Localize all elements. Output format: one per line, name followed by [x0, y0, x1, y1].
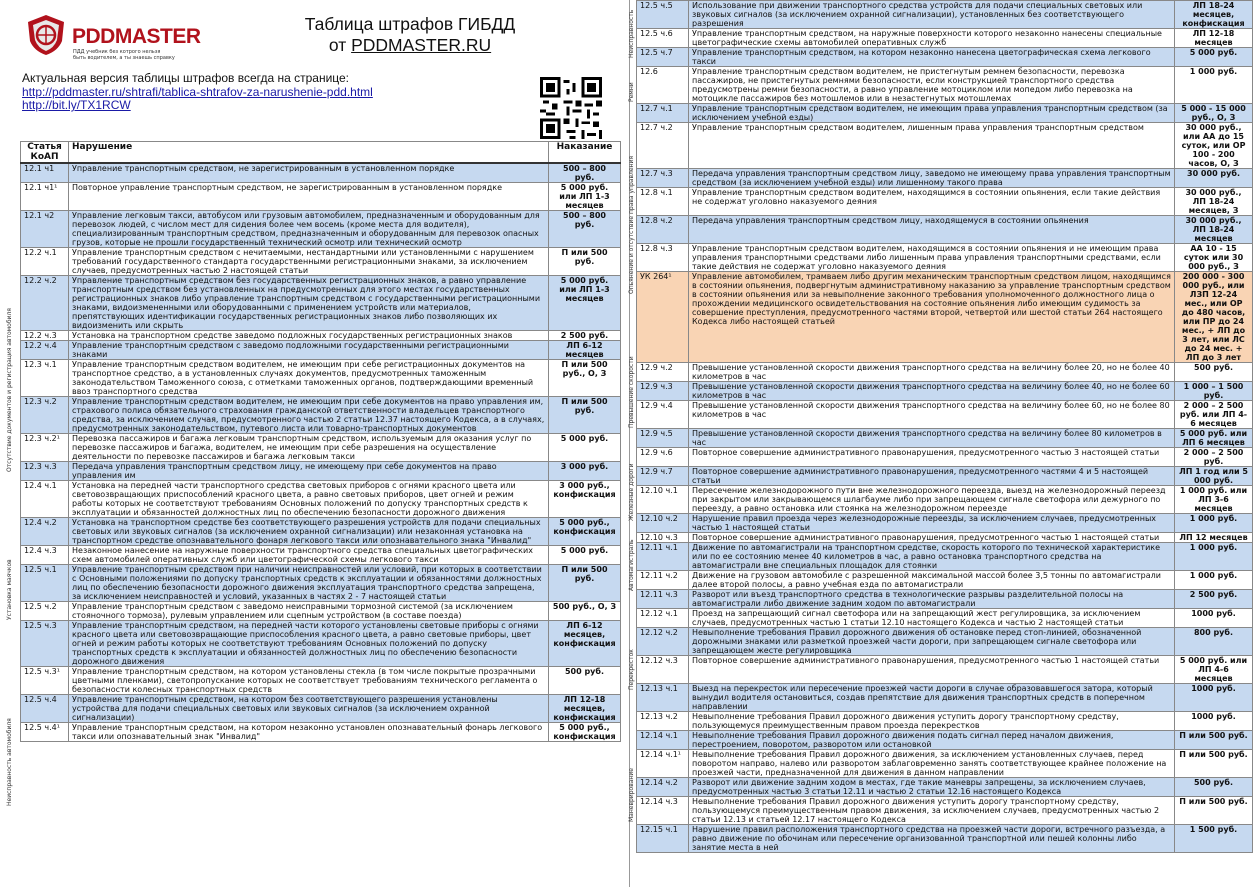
- violation-cell: Управление транспортным средством водителем, не пристегнутым ремнем безопасности, перевозка пассажиров, не пристегнутых ремнями безопасности, если конструкцией транспортного средства предусмотрены ремни безопасности, а равно управление мотоциклом или мопедом либо перевозка на мотоцикле пассажиров без мотошлемов или в незастегнутых мотошлемах: [689, 67, 1175, 104]
- table-row: [21, 331, 621, 341]
- table-row: [637, 571, 1253, 590]
- table-row: [637, 1, 1253, 29]
- penalty-cell: 5 000 руб. или ЛП 1-3 месяцев: [549, 276, 621, 331]
- table-row: [637, 778, 1253, 797]
- article-cell: 12.5 ч.4¹: [21, 723, 69, 742]
- violation-cell: Повторное управление транспортным средством, не зарегистрированным в установленном порядке: [69, 183, 549, 211]
- violation-cell: Установка на передней части транспортного средства световых приборов с огнями красного цвета или световозвращающих приспособлений красного цвета, а равно световых приборов, цвет огней и режим работы которых не соответствуют требованиям Основных положений по допуску транспортных средств к эксплуатации и обязанностей должностных лиц по обеспечению безопасности дорожного движения: [69, 481, 549, 518]
- violation-cell: Повторное совершение административного правонарушения, предусмотренного частью 1 настоящей статьи: [689, 656, 1175, 684]
- article-cell: 12.14 ч.1: [637, 731, 689, 750]
- article-cell: 12.5 ч.3¹: [21, 667, 69, 695]
- violation-cell: Управление транспортным средством водителем, не имеющим права управления транспортным средством (за исключением учебной езды): [689, 104, 1175, 123]
- penalty-cell: 5 000 руб.: [549, 546, 621, 565]
- table-row: [637, 104, 1253, 123]
- penalty-cell: ЛП 6-12 месяцев: [549, 341, 621, 360]
- violation-cell: Передача управления транспортным средством лицу, находящемуся в состоянии опьянения: [689, 216, 1175, 244]
- table-row: [637, 429, 1253, 448]
- section-label-beacons: Установка маячков: [6, 559, 13, 621]
- penalty-cell: 2 000 – 2 500 руб.: [1175, 448, 1253, 467]
- penalty-cell: 30 000 руб.: [1175, 169, 1253, 188]
- violation-cell: Управление транспортным средством водителем, не имеющим при себе документов на право управления им, страхового полиса обязательного страхования гражданской ответственности владельцев транспортного средства, за исключением случая, предусмотренного частью 2 статьи 12.37 настоящего Кодекса, а в случаях, предусмотренных законодательством, путевого листа или товарно-транспортных документов: [69, 397, 549, 434]
- section-label-r-crossroad: Перекресток: [628, 649, 635, 691]
- penalty-cell: 1000 руб.: [1175, 712, 1253, 731]
- article-cell: 12.4 ч.3: [21, 546, 69, 565]
- shield-icon: [24, 13, 68, 57]
- penalty-cell: 3 000 руб., конфискация: [549, 481, 621, 518]
- violation-cell: Управление транспортным средством, на котором незаконно нанесена цветографическая схема легкового такси: [689, 48, 1175, 67]
- section-label-r-rail: Железные дороги: [628, 463, 635, 522]
- table-row: [637, 731, 1253, 750]
- penalty-cell: 5 000 руб., конфискация: [549, 518, 621, 546]
- right-page: [630, 0, 1255, 887]
- violation-cell: Превышение установленной скорости движения транспортного средства на величину более 80 километров в час: [689, 429, 1175, 448]
- violation-cell: Установка на транспортном средстве заведомо подложных государственных регистрационных знаков: [69, 331, 549, 341]
- title-prefix: от: [328, 35, 347, 55]
- article-cell: 12.9 ч.5: [637, 429, 689, 448]
- violation-cell: Превышение установленной скорости движения транспортного средства на величину более 20, но не более 40 километров в час: [689, 363, 1175, 382]
- article-cell: 12.2 ч.1: [21, 248, 69, 276]
- article-cell: 12.10 ч.3: [637, 533, 689, 543]
- penalty-cell: 5 000 руб. или ЛП 1-3 месяцев: [549, 183, 621, 211]
- table-row: [637, 29, 1253, 48]
- violation-cell: Управление транспортным средством водителем, не имеющим при себе регистрационных документов на транспортное средство, а в установленных случаях документов, предусмотренных таможенным законодательством Таможенного союза, с отметками таможенных органов, подтверждающими временный ввоз транспортного средства: [69, 360, 549, 397]
- penalty-cell: 1 000 руб.: [1175, 514, 1253, 533]
- intro-block: [22, 72, 373, 113]
- col-article-header: Статья КоАП: [21, 142, 69, 164]
- intro-text: Актуальная версия таблицы штрафов всегда на странице:: [22, 71, 350, 85]
- penalty-cell: 5 000 руб. или ЛП 4-6 месяцев: [1175, 656, 1253, 684]
- section-label-r-highway: Автомагистраль: [628, 539, 635, 591]
- brand-tagline: ПДД учебник без котрого нельзя быть водителем, а ты знаешь справку: [73, 49, 175, 61]
- table-row: [637, 448, 1253, 467]
- article-cell: 12.15 ч.1: [637, 825, 689, 853]
- penalty-cell: П или 500 руб.: [549, 397, 621, 434]
- penalty-cell: 500 руб.: [1175, 778, 1253, 797]
- violation-cell: Управление автомобилем, трамваем либо другим механическим транспортным средством лицом, находящимся в состоянии опьянения, подвергнутым административному наказанию за управление транспортным средством в состоянии опьянения или за невыполнение законного требования уполномоченного должностного лица о прохождении медицинского освидетельствования на состояние опьянения либо имеющим судимость за совершение преступления, предусмотренного частями второй, четвертой или шестой статьи 264 настоящего Кодекса либо настоящей статьей: [689, 272, 1175, 363]
- table-row: [637, 684, 1253, 712]
- violation-cell: Управление транспортным средством при наличии неисправностей или условий, при которых в соответствии с Основными положениями по допуску транспортных средств к эксплуатации и обязанностями должностных лиц по обеспечению безопасности дорожного движения эксплуатация транспортного средства запрещена, за исключением неисправностей и условий, указанных в частях 2 - 7 настоящей статьи: [69, 565, 549, 602]
- article-cell: 12.2 ч.3: [21, 331, 69, 341]
- table-row: [637, 609, 1253, 628]
- article-cell: 12.5 ч.4: [21, 695, 69, 723]
- violation-cell: Незаконное нанесение на наружные поверхности транспортного средства специальных цветографических схем автомобилей оперативных служб или цветографической схемы легкового такси: [69, 546, 549, 565]
- article-cell: 12.14 ч.2: [637, 778, 689, 797]
- violation-cell: Управление транспортным средством, не зарегистрированным в установленном порядке: [69, 163, 549, 183]
- left-page: [0, 0, 625, 887]
- title-line1: Таблица штрафов ГИБДД: [304, 14, 516, 34]
- article-cell: 12.3 ч.1: [21, 360, 69, 397]
- violation-cell: Движение на грузовом автомобиле с разрешенной максимальной массой более 3,5 тонны по автомагистрали далее второй полосы, а равно учебная езда по автомагистрали: [689, 571, 1175, 590]
- article-cell: 12.7 ч.2: [637, 123, 689, 169]
- table-row: [637, 533, 1253, 543]
- article-cell: 12.6: [637, 67, 689, 104]
- violation-cell: Управление транспортным средством с нечитаемыми, нестандартными или установленными с нарушением требований государственного стандарта государственными регистрационными знаками, за исключением случаев, предусмотренных частью 2 настоящей статьи: [69, 248, 549, 276]
- table-row: [21, 602, 621, 621]
- table-row: [21, 518, 621, 546]
- section-label-r-belts: Ремни: [628, 82, 635, 102]
- table-row: [637, 543, 1253, 571]
- article-cell: 12.12 ч.2: [637, 628, 689, 656]
- article-cell: 12.4 ч.2: [21, 518, 69, 546]
- table-row: [21, 163, 621, 183]
- table-row: [637, 48, 1253, 67]
- article-cell: 12.9 ч.6: [637, 448, 689, 467]
- table-row: [637, 590, 1253, 609]
- violation-cell: Управление транспортным средством водителем, находящимся в состоянии опьянения и не имеющим права управления транспортными средствами либо лишенным права управления транспортными средствами, если такие действия не содержат уголовно наказуемого деяния: [689, 244, 1175, 272]
- violation-cell: Превышение установленной скорости движения транспортного средства на величину более 40, но не более 60 километров в час: [689, 382, 1175, 401]
- table-row: [21, 360, 621, 397]
- violation-cell: Управление транспортным средством без государственных регистрационных знаков, а равно управление транспортным средством без установленных на предусмотренных для этого местах государственных регистрационных знаков либо управление транспортным средством с государственными регистрационными знаками, видоизмененными или оборудованными с применением устройств или материалов, препятствующих идентификации государственных регистрационных знаков либо позволяющих их видоизменить или скрыть: [69, 276, 549, 331]
- penalty-cell: П или 500 руб., О, З: [549, 360, 621, 397]
- col-penalty-header: Наказание: [549, 142, 621, 164]
- article-cell: 12.11 ч.2: [637, 571, 689, 590]
- violation-cell: Управление транспортным средством, на передней части которого установлены световые приборы с огнями красного цвета или световозвращающие приспособления красного цвета, а равно световые приборы, цвет огней и режим работы которых не соответствуют требованиям Основных положений по допуску транспортных средств к эксплуатации и обязанностей должностных лиц по обеспечению безопасности дорожного движения: [69, 621, 549, 667]
- violation-cell: Невыполнение требования Правил дорожного движения уступить дорогу транспортному средству, пользующемуся преимущественным правом проезда перекрестков: [689, 712, 1175, 731]
- article-cell: 12.11 ч.3: [637, 590, 689, 609]
- article-cell: 12.12 ч.1: [637, 609, 689, 628]
- table-row: [21, 621, 621, 667]
- violation-cell: Управление транспортным средством, на наружные поверхности которого незаконно нанесены специальные цветографические схемы автомобилей оперативных служб: [689, 29, 1175, 48]
- article-cell: 12.12 ч.3: [637, 656, 689, 684]
- fines-table-right-body: [637, 1, 1253, 853]
- penalty-cell: П или 500 руб.: [549, 565, 621, 602]
- penalty-cell: ЛП 12-18 месяцев: [1175, 29, 1253, 48]
- violation-cell: Управление транспортным средством, на котором незаконно установлен опознавательный фонарь легкового такси или опознавательный знак "Инвалид": [69, 723, 549, 742]
- violation-cell: Разворот или въезд транспортного средства в технологические разрывы разделительной полосы на автомагистрали либо движение задним ходом по автомагистрали: [689, 590, 1175, 609]
- penalty-cell: 5 000 руб.: [1175, 48, 1253, 67]
- penalty-cell: П или 500 руб.: [549, 248, 621, 276]
- table-row: [637, 382, 1253, 401]
- table-row: [21, 183, 621, 211]
- table-row: [637, 467, 1253, 486]
- article-cell: 12.9 ч.4: [637, 401, 689, 429]
- penalty-cell: 1 000 руб. или ЛП 3-6 месяцев: [1175, 486, 1253, 514]
- table-row: [637, 123, 1253, 169]
- section-label-r-maneuver: Маневрирование: [628, 768, 635, 822]
- penalty-cell: 2 500 руб.: [549, 331, 621, 341]
- penalty-cell: 1 000 руб.: [1175, 543, 1253, 571]
- fines-table-right: [636, 0, 1253, 853]
- penalty-cell: 5 000 руб. или ЛП 6 месяцев: [1175, 429, 1253, 448]
- penalty-cell: 30 000 руб., ЛП 18-24 месяцев: [1175, 216, 1253, 244]
- table-row: [21, 667, 621, 695]
- table-row: [637, 363, 1253, 382]
- article-cell: 12.5 ч.5: [637, 1, 689, 29]
- penalty-cell: 800 руб.: [1175, 628, 1253, 656]
- fines-table-left-body: [21, 163, 621, 742]
- table-row: [21, 723, 621, 742]
- table-row: [21, 481, 621, 518]
- table-row: [637, 825, 1253, 853]
- table-row: [637, 188, 1253, 216]
- penalty-cell: П или 500 руб.: [1175, 731, 1253, 750]
- article-cell: 12.1 ч2: [21, 211, 69, 248]
- penalty-cell: ЛП 1 год или 5 000 руб.: [1175, 467, 1253, 486]
- table-row: [637, 401, 1253, 429]
- violation-cell: Разворот или движение задним ходом в местах, где такие маневры запрещены, за исключением случаев, предусмотренных частью 3 статьи 12.11 и частью 2 статьи 12.16 настоящего Кодекса: [689, 778, 1175, 797]
- table-row: [637, 486, 1253, 514]
- article-cell: 12.1 ч1: [21, 163, 69, 183]
- table-row: [637, 272, 1253, 363]
- penalty-cell: ЛП 12 месяцев: [1175, 533, 1253, 543]
- table-row: [21, 341, 621, 360]
- qr-code-icon[interactable]: [540, 77, 602, 139]
- table-row: [637, 216, 1253, 244]
- violation-cell: Пересечение железнодорожного пути вне железнодорожного переезда, выезд на железнодорожный переезд при закрытом или закрывающемся шлагбауме либо при запрещающем сигнале светофора или дежурного по переезду, а равно остановка или стоянка на железнодорожном переезде: [689, 486, 1175, 514]
- violation-cell: Управление транспортным средством, на котором без соответствующего разрешения установлены устройства для подачи специальных световых или звуковых сигналов (за исключением охранной сигнализации): [69, 695, 549, 723]
- penalty-cell: ЛП 12-18 месяцев, конфискация: [549, 695, 621, 723]
- article-cell: 12.10 ч.1: [637, 486, 689, 514]
- penalty-cell: ЛП 18-24 месяцев, конфискация: [1175, 1, 1253, 29]
- penalty-cell: 5 000 руб., конфискация: [549, 723, 621, 742]
- article-cell: 12.5 ч.6: [637, 29, 689, 48]
- violation-cell: Повторное совершение административного правонарушения, предусмотренного частью 1 настоящей статьи: [689, 533, 1175, 543]
- intro-link-full[interactable]: http://pddmaster.ru/shtrafi/tablica-shtrafov-za-narushenie-pdd.html: [22, 84, 373, 99]
- violation-cell: Невыполнение требования Правил дорожного движения уступить дорогу транспортному средству, пользующемуся преимущественным правом движения, за исключением случаев, предусмотренных частью 2 статьи 12.13 и статьей 12.17 настоящего Кодекса: [689, 797, 1175, 825]
- section-label-r-malfunction: Неисправность: [628, 9, 635, 59]
- violation-cell: Перевозка пассажиров и багажа легковым транспортным средством, используемым для оказания услуг по перевозке пассажиров и багажа, водителем, не имеющим при себе разрешения на осуществление деятельности по перевозке пассажиров и багажа легковым такси: [69, 434, 549, 462]
- table-row: [21, 546, 621, 565]
- penalty-cell: АА 10 - 15 суток или 30 000 руб., З: [1175, 244, 1253, 272]
- brand-logo[interactable]: [24, 13, 201, 63]
- table-row: [637, 169, 1253, 188]
- violation-cell: Нарушение правил проезда через железнодорожные переезды, за исключением случаев, предусмотренных частью 1 настоящей статьи: [689, 514, 1175, 533]
- violation-cell: Управление транспортным средством с заведомо неисправными тормозной системой (за исключением стояночного тормоза), рулевым управлением или сцепным устройством (в составе поезда): [69, 602, 549, 621]
- violation-cell: Невыполнение требования Правил дорожного движения подать сигнал перед началом движения, перестроением, поворотом, разворотом или остановкой: [689, 731, 1175, 750]
- table-row: [637, 712, 1253, 731]
- table-row: [637, 656, 1253, 684]
- penalty-cell: 200 000 - 300 000 руб., или ЛЗП 12-24 мес., или ОР до 480 часов, или ПР до 24 мес., + ЛП до 3 лет, или ЛС до 24 мес. + ЛП до 3 лет: [1175, 272, 1253, 363]
- table-row: [637, 514, 1253, 533]
- article-cell: 12.1 ч1¹: [21, 183, 69, 211]
- brand-name: PDDMASTER: [72, 25, 201, 48]
- article-cell: 12.13 ч.2: [637, 712, 689, 731]
- violation-cell: Передача управления транспортным средством лицу, не имеющему при себе документов на право управления им: [69, 462, 549, 481]
- penalty-cell: ЛП 6-12 месяцев, конфискация: [549, 621, 621, 667]
- article-cell: 12.9 ч.7: [637, 467, 689, 486]
- section-label-r-drunk: Опьянение и отсутствие права управления: [628, 156, 635, 294]
- article-cell: 12.3 ч.3: [21, 462, 69, 481]
- table-row: [21, 276, 621, 331]
- article-cell: 12.11 ч.1: [637, 543, 689, 571]
- table-row: [21, 462, 621, 481]
- penalty-cell: 500 руб., О, З: [549, 602, 621, 621]
- article-cell: 12.5 ч.7: [637, 48, 689, 67]
- fines-table-left: [20, 141, 621, 742]
- article-cell: 12.3 ч.2¹: [21, 434, 69, 462]
- penalty-cell: 500 руб.: [549, 667, 621, 695]
- intro-link-short[interactable]: http://bit.ly/TX1RCW: [22, 98, 131, 112]
- violation-cell: Управление легковым такси, автобусом или грузовым автомобилем, предназначенным и оборудованным для перевозок людей, с числом мест для сидения более чем восемь (кроме места для водителя), специализированным транспортным средством, предназначенным и оборудованным для перевозок опасных грузов, которые не прошли государственный технический осмотр или технический осмотр: [69, 211, 549, 248]
- penalty-cell: П или 500 руб.: [1175, 750, 1253, 778]
- violation-cell: Управление транспортным средством с заведомо подложными государственными регистрационными знаками: [69, 341, 549, 360]
- penalty-cell: 500 – 800 руб.: [549, 211, 621, 248]
- penalty-cell: 1 000 – 1 500 руб.: [1175, 382, 1253, 401]
- table-row: [21, 211, 621, 248]
- violation-cell: Установка на транспортном средстве без соответствующего разрешения устройств для подачи специальных световых или звуковых сигналов (за исключением охранной сигнализации) или незаконная установка на транспортном средстве опознавательного фонаря легкового такси или опознавательного знака "Инвалид": [69, 518, 549, 546]
- title-site-link[interactable]: PDDMASTER.RU: [351, 35, 492, 55]
- section-label-documents: Отсутствие документов и регистрация автомобиля: [6, 308, 13, 472]
- penalty-cell: П или 500 руб.: [1175, 797, 1253, 825]
- penalty-cell: 1000 руб.: [1175, 684, 1253, 712]
- penalty-cell: 1 000 руб.: [1175, 67, 1253, 104]
- violation-cell: Превышение установленной скорости движения транспортного средства на величину более 60, но не более 80 километров в час: [689, 401, 1175, 429]
- article-cell: 12.4 ч.1: [21, 481, 69, 518]
- penalty-cell: 5 000 - 15 000 руб., О, З: [1175, 104, 1253, 123]
- article-cell: 12.8 ч.2: [637, 216, 689, 244]
- article-cell: 12.14 ч.3: [637, 797, 689, 825]
- article-cell: 12.2 ч.2: [21, 276, 69, 331]
- article-cell: 12.7 ч.1: [637, 104, 689, 123]
- page-title: [290, 14, 530, 56]
- penalty-cell: 1 000 руб.: [1175, 571, 1253, 590]
- table-row: [637, 750, 1253, 778]
- article-cell: 12.5 ч.2: [21, 602, 69, 621]
- violation-cell: Нарушение правил расположения транспортного средства на проезжей части дороги, встречного разъезда, а равно движение по обочинам или пересечение организованной транспортной или пешей колонны либо занятие места в ней: [689, 825, 1175, 853]
- violation-cell: Передача управления транспортным средством лицу, заведомо не имеющему права управления транспортным средством (за исключением учебной езды) или лишенному такого права: [689, 169, 1175, 188]
- violation-cell: Повторное совершение административного правонарушения, предусмотренного частями 4 и 5 настоящей статьи: [689, 467, 1175, 486]
- table-row: [637, 244, 1253, 272]
- violation-cell: Управление транспортным средством водителем, находящимся в состоянии опьянения, если такие действия не содержат уголовно наказуемого деяния: [689, 188, 1175, 216]
- article-cell: 12.3 ч.2: [21, 397, 69, 434]
- violation-cell: Невыполнение требования Правил дорожного движения об остановке перед стоп-линией, обозначенной дорожными знаками или разметкой проезжей части дороги, при запрещающем сигнале светофора или запрещающем жесте регулировщика: [689, 628, 1175, 656]
- article-cell: 12.9 ч.2: [637, 363, 689, 382]
- penalty-cell: 30 000 руб., или АА до 15 суток, или ОР 100 - 200 часов, О, З: [1175, 123, 1253, 169]
- section-label-r-speed: Превышение скорости: [628, 356, 635, 429]
- article-cell: 12.9 ч.3: [637, 382, 689, 401]
- article-cell: 12.10 ч.2: [637, 514, 689, 533]
- penalty-cell: 2 500 руб.: [1175, 590, 1253, 609]
- violation-cell: Повторное совершение административного правонарушения, предусмотренного частью 3 настоящей статьи: [689, 448, 1175, 467]
- table-header-row: [21, 142, 621, 164]
- table-row: [21, 434, 621, 462]
- article-cell: 12.5 ч.1: [21, 565, 69, 602]
- article-cell: 12.5 ч.3: [21, 621, 69, 667]
- penalty-cell: 2 000 – 2 500 руб. или ЛП 4-6 месяцев: [1175, 401, 1253, 429]
- article-cell: 12.8 ч.3: [637, 244, 689, 272]
- section-label-malfunction: Неисправность автомобиля: [6, 718, 13, 807]
- table-row: [637, 67, 1253, 104]
- penalty-cell: 500 – 800 руб.: [549, 163, 621, 183]
- col-violation-header: Нарушение: [69, 142, 549, 164]
- penalty-cell: 1000 руб.: [1175, 609, 1253, 628]
- table-row: [21, 248, 621, 276]
- article-cell: 12.8 ч.1: [637, 188, 689, 216]
- violation-cell: Управление транспортным средством водителем, лишенным права управления транспортным средством: [689, 123, 1175, 169]
- table-row: [21, 397, 621, 434]
- violation-cell: Выезд на перекресток или пересечение проезжей части дороги в случае образовавшегося затора, который вынудил водителя остановиться, создав препятствие для движения транспортных средств в поперечном направлении: [689, 684, 1175, 712]
- penalty-cell: 1 500 руб.: [1175, 825, 1253, 853]
- article-cell: 12.7 ч.3: [637, 169, 689, 188]
- violation-cell: Управление транспортным средством, на котором установлены стекла (в том числе покрытые прозрачными цветными пленками), светопропускание которых не соответствует требованиям технического регламента о безопасности колесных транспортных средств: [69, 667, 549, 695]
- violation-cell: Проезд на запрещающий сигнал светофора или на запрещающий жест регулировщика, за исключением случаев, предусмотренных частью 1 статьи 12.10 настоящего Кодекса и частью 2 настоящей статьи: [689, 609, 1175, 628]
- penalty-cell: 30 000 руб., ЛП 18-24 месяцев, З: [1175, 188, 1253, 216]
- penalty-cell: 3 000 руб.: [549, 462, 621, 481]
- table-row: [21, 565, 621, 602]
- violation-cell: Невыполнение требования Правил дорожного движения, за исключением установленных случаев, перед поворотом направо, налево или разворотом заблаговременно занять соответствующее крайнее положение на проезжей части, предназначенной для движения в данном направлении: [689, 750, 1175, 778]
- article-cell: 12.2 ч.4: [21, 341, 69, 360]
- table-row: [21, 695, 621, 723]
- article-cell: 12.13 ч.1: [637, 684, 689, 712]
- penalty-cell: 5 000 руб.: [549, 434, 621, 462]
- violation-cell: Движение по автомагистрали на транспортном средстве, скорость которого по технической характеристике или по ее состоянию менее 40 километров в час, а равно остановка транспортного средства на автомагистрали вне специальных площадок для стоянки: [689, 543, 1175, 571]
- article-cell: УК 264¹: [637, 272, 689, 363]
- table-row: [637, 797, 1253, 825]
- article-cell: 12.14 ч.1¹: [637, 750, 689, 778]
- violation-cell: Использование при движении транспортного средства устройств для подачи специальных световых или звуковых сигналов (за исключением охранной сигнализации), установленных без соответствующего разрешения: [689, 1, 1175, 29]
- table-row: [637, 628, 1253, 656]
- penalty-cell: 500 руб.: [1175, 363, 1253, 382]
